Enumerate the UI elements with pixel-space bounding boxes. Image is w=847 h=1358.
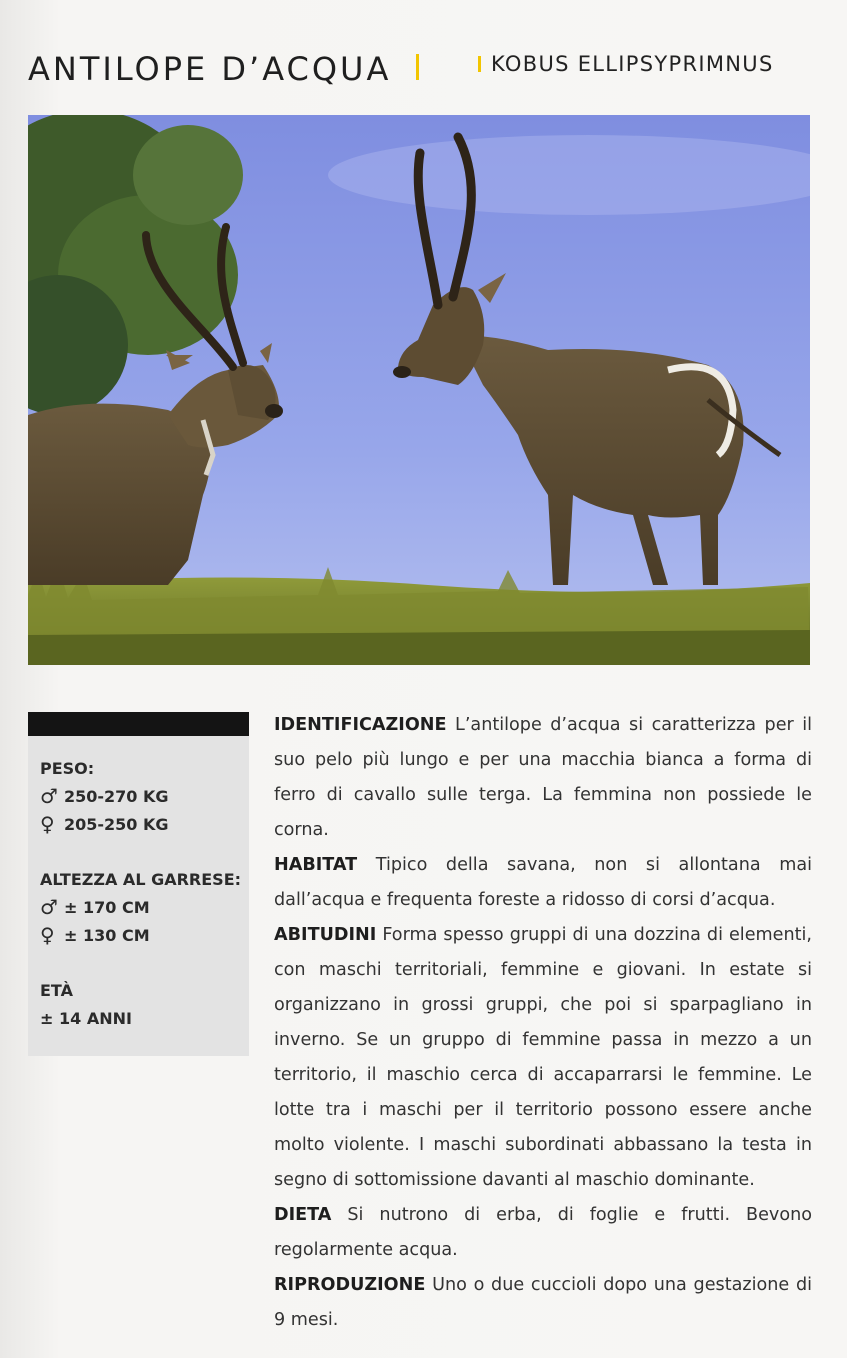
section-heading: RIPRODUZIONE (274, 1275, 426, 1295)
height-female-row (40, 921, 150, 950)
section-text: Tipico della savana, non si allontana mai dall’acqua e frequenta foreste a ridosso di corsi d’acqua. (274, 855, 813, 910)
weight-male-value: 250-270 KG (64, 787, 169, 806)
section-text: Si nutrono di erba, di foglie e frutti. Bevono regolarmente acqua. (274, 1205, 813, 1260)
male-icon: ♂ (40, 784, 58, 808)
weight-female-value: 205-250 KG (64, 815, 169, 834)
female-icon: ♀ (40, 923, 55, 947)
section-riproduzione (274, 1268, 812, 1338)
section-heading: DIETA (274, 1205, 332, 1225)
height-label: ALTEZZA AL GARRESE: (40, 870, 242, 889)
female-icon: ♀ (40, 812, 55, 836)
common-name-title: ANTILOPE D’ACQUA (28, 50, 392, 88)
waterbuck-photo (28, 115, 810, 665)
section-dieta (274, 1198, 812, 1268)
title-divider-bar (416, 54, 419, 80)
height-female-value: ± 130 CM (64, 926, 150, 945)
sidebar-header-bar (28, 712, 249, 736)
age-value: ± 14 ANNI (40, 1009, 132, 1028)
scientific-name: KOBUS ELLIPSYPRIMNUS (491, 52, 774, 76)
weight-label: PESO: (40, 759, 95, 778)
male-icon: ♂ (40, 895, 58, 919)
height-male-row (40, 893, 150, 922)
section-abitudini (274, 918, 812, 1198)
section-text: Uno o due cuccioli dopo una gestazione di 9 mesi. (274, 1275, 812, 1330)
weight-male-row (40, 782, 169, 811)
scientific-name-bar (478, 56, 481, 72)
section-text: L’antilope d’acqua si caratterizza per il suo pelo più lungo e per una macchia bianca a forma di ferro di cavallo sulle terga. La femmina non possiede le corna. (274, 715, 812, 840)
section-identificazione (274, 708, 812, 848)
section-heading: IDENTIFICAZIONE (274, 715, 447, 735)
height-male-value: ± 170 CM (64, 898, 150, 917)
weight-female-row (40, 810, 169, 839)
section-text: Forma spesso gruppi di una dozzina di elementi, con maschi territoriali, femmine e giovani. In estate si organizzano in grossi gruppi, che poi si sparpagliano in inverno. Se un gruppo di femmine passa in mezzo a un territorio, il maschio cerca di accaparrarsi le femmine. Le lotte tra i maschi per il territorio possono essere anche molto violente. I maschi subordinati abbassano la testa in segno di sottomissione davanti al maschio dominante. (274, 925, 813, 1190)
section-heading: ABITUDINI (274, 925, 377, 945)
section-heading: HABITAT (274, 855, 358, 875)
age-label: ETÀ (40, 981, 73, 1000)
section-habitat (274, 848, 812, 918)
description-body (274, 708, 812, 1338)
waterbuck-photo-illustration (28, 115, 810, 665)
